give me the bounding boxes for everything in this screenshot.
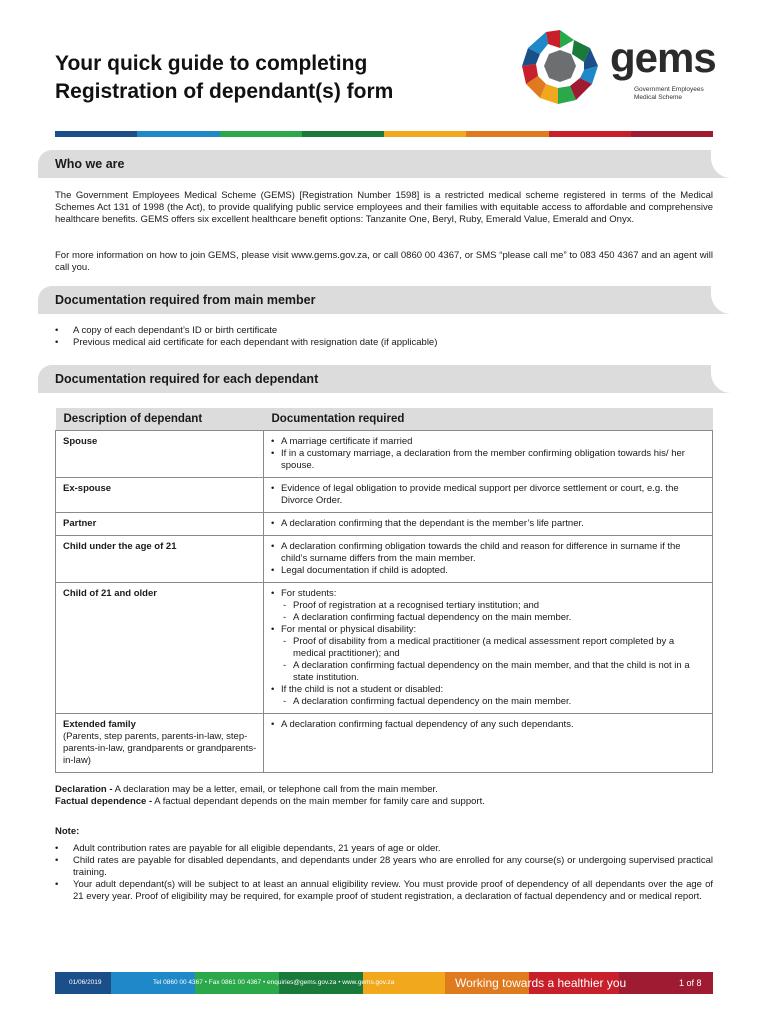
footer-tagline: Working towards a healthier you	[455, 976, 627, 990]
list-sub-item: - A declaration confirming factual dependency on the main member, and that the child is not in a state institution.	[271, 660, 706, 684]
brand-color-bar	[55, 131, 713, 137]
color-bar-segment	[220, 131, 302, 137]
dependant-type: Partner	[56, 512, 264, 535]
list-item: • A marriage certificate if married	[271, 436, 706, 448]
list-item: • For students:	[271, 588, 706, 600]
list-item: • Your adult dependant(s) will be subject to at least an annual eligibility review. You must provide proof of dependency of all dependants over the age of 21 every year. Proof of eligibility may be required, for example proof of student registration, a declaration of factual dependency and or medical report.	[55, 879, 713, 903]
list-item: • If in a customary marriage, a declaration from the member confirming obligation towards his/ her spouse.	[271, 448, 706, 472]
list-item: • For mental or physical disability:	[271, 624, 706, 636]
footer-contact: Tel 0860 00 4367 • Fax 0861 00 4367 • enquiries@gems.gov.za • www.gems.gov.za	[153, 979, 395, 986]
gems-logo	[518, 26, 718, 106]
section-heading: Documentation required from main member	[55, 293, 316, 307]
dependant-docs-cell	[264, 512, 713, 535]
section-header-main-member-docs	[38, 286, 731, 314]
gems-subtitle-line-1: Government Employees	[634, 86, 704, 93]
list-item: • Adult contribution rates are payable for all eligible dependants, 21 years of age or older.	[55, 843, 713, 855]
color-bar-segment	[384, 131, 466, 137]
section-heading: Documentation required for each dependant	[55, 372, 319, 386]
who-we-are-paragraph-1: The Government Employees Medical Scheme (GEMS) [Registration Number 1598] is a restricted medical scheme registered in terms of the Medical Schemes Act 131 of 1998 (the Act), to provide qualifying public service employees and their families with equitable access to affordable and comprehensive healthcare benefits. GEMS offers six excellent healthcare benefit options: Tanzanite One, Beryl, Ruby, Emerald Value, Emerald and Onyx.	[55, 190, 713, 225]
section-header-who-we-are	[38, 150, 731, 178]
list-sub-item: - A declaration confirming factual dependency on the main member.	[271, 612, 706, 624]
dependant-docs-cell	[264, 477, 713, 512]
dependant-docs-cell	[264, 713, 713, 772]
page-title-line-2: Registration of dependant(s) form	[55, 80, 394, 103]
definition-text: A factual dependant depends on the main member for family care and support.	[152, 796, 485, 807]
column-header-documentation: Documentation required	[264, 408, 713, 430]
page-title-line-1: Your quick guide to completing	[55, 52, 368, 75]
list-item: • A declaration confirming obligation towards the child and reason for difference in surname if the child’s surname differs from the main member.	[271, 541, 706, 565]
definition-term: Declaration -	[55, 784, 113, 795]
list-item: • If the child is not a student or disabled:	[271, 684, 706, 696]
footer-bar	[55, 972, 713, 994]
gems-wordmark: gems	[610, 34, 716, 81]
definitions	[55, 784, 713, 808]
definition-factual-dependence	[55, 796, 713, 808]
who-we-are-paragraph-2: For more information on how to join GEMS, please visit www.gems.gov.za, or call 0860 00 4367, or SMS “please call me” to 083 450 4367 and an agent will call you.	[55, 250, 713, 273]
color-bar-segment	[549, 131, 631, 137]
gems-subtitle-line-2: Medical Scheme	[634, 94, 683, 101]
table-row	[56, 582, 713, 713]
list-item: • Legal documentation if child is adopted.	[271, 565, 706, 577]
list-sub-item: - Proof of disability from a medical practitioner (a medical assessment report completed by a medical practitioner); and	[271, 636, 706, 660]
list-item: • Evidence of legal obligation to provide medical support per divorce settlement or court, e.g. the Divorce Order.	[271, 483, 706, 507]
list-item: • Previous medical aid certificate for each dependant with resignation date (if applicable)	[55, 337, 713, 349]
list-item: • Child rates are payable for disabled dependants, and dependants under 28 years who are enrolled for any course(s) or undergoing supervised practical training.	[55, 855, 713, 879]
table-row	[56, 713, 713, 772]
table-header-row	[56, 408, 713, 430]
dependant-type: Child under the age of 21	[56, 535, 264, 582]
color-bar-segment	[55, 131, 137, 137]
note-heading: Note:	[55, 826, 80, 837]
list-sub-item: - A declaration confirming factual dependency on the main member.	[271, 696, 706, 708]
definition-declaration	[55, 784, 713, 796]
dependant-type: Ex-spouse	[56, 477, 264, 512]
dependant-type: Child of 21 and older	[56, 582, 264, 713]
footer-date: 01/06/2019	[69, 979, 102, 986]
dependant-docs-cell	[264, 582, 713, 713]
definition-term: Factual dependence -	[55, 796, 153, 807]
list-sub-item: - Proof of registration at a recognised tertiary institution; and	[271, 600, 706, 612]
color-bar-segment	[137, 131, 219, 137]
dependant-type: Spouse	[56, 430, 264, 477]
dependant-type-detail: (Parents, step parents, parents-in-law, step-parents-in-law, grandparents or grandparents-in-law)	[63, 730, 257, 766]
page-number: 1 of 8	[679, 978, 702, 988]
definition-text: A declaration may be a letter, email, or telephone call from the main member.	[112, 784, 438, 795]
color-bar-segment	[466, 131, 548, 137]
dependant-docs-cell	[264, 535, 713, 582]
section-header-dependant-docs	[38, 365, 731, 393]
dependant-docs-cell	[264, 430, 713, 477]
dependant-type: Extended family	[63, 718, 136, 730]
dependant-type-cell	[56, 713, 264, 772]
list-item: • A declaration confirming factual dependency of any such dependants.	[271, 719, 706, 731]
table-row	[56, 535, 713, 582]
list-item: • A copy of each dependant’s ID or birth certificate	[55, 325, 713, 337]
table-row	[56, 477, 713, 512]
gems-star-logo-icon	[518, 26, 602, 106]
table-row	[56, 430, 713, 477]
color-bar-segment	[302, 131, 384, 137]
color-bar-segment	[631, 131, 713, 137]
gems-subtitle	[634, 86, 704, 102]
list-item: • A declaration confirming that the dependant is the member’s life partner.	[271, 518, 706, 530]
table-row	[56, 512, 713, 535]
section-heading: Who we are	[55, 157, 125, 171]
note-list	[55, 843, 713, 903]
dependant-docs-table	[55, 408, 713, 773]
page-title	[55, 50, 495, 106]
column-header-description: Description of dependant	[56, 408, 264, 430]
main-member-docs-list	[55, 325, 713, 349]
